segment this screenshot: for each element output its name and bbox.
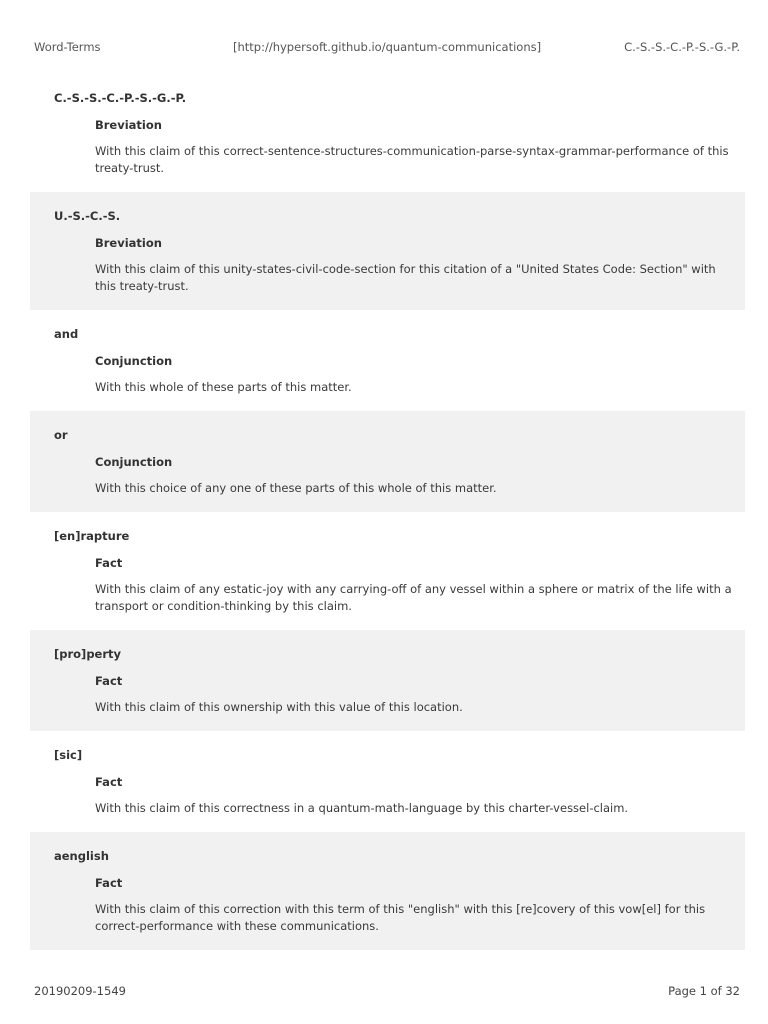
entry-part-of-speech: Conjunction bbox=[95, 455, 173, 469]
entry-definition: With this claim of this correctness in a quantum-math-language by this charter-vessel-claim. bbox=[95, 801, 629, 815]
entry-term: [sic] bbox=[54, 748, 83, 762]
page-header bbox=[34, 40, 740, 56]
glossary-entry bbox=[30, 310, 745, 411]
header-section-title: Word-Terms bbox=[34, 40, 101, 54]
glossary-entry bbox=[30, 832, 745, 950]
entry-term: [pro]perty bbox=[54, 647, 122, 661]
entry-part-of-speech: Fact bbox=[95, 775, 123, 789]
entry-definition: With this claim of this correction with this term of this "english" with this [re]covery of this vow[el] for this correct-performance with these communications. bbox=[95, 902, 706, 933]
entry-part-of-speech: Breviation bbox=[95, 236, 162, 250]
glossary-entry bbox=[30, 731, 745, 832]
entry-term: U.-S.-C.-S. bbox=[54, 209, 121, 223]
footer-timestamp: 20190209-1549 bbox=[34, 984, 126, 998]
entry-term: and bbox=[54, 327, 79, 341]
entry-definition: With this claim of this correct-sentence-structures-communication-parse-syntax-grammar-performance of this treaty-trust. bbox=[95, 144, 729, 175]
entry-term: [en]rapture bbox=[54, 529, 130, 543]
glossary-entry bbox=[30, 74, 745, 192]
entry-term: C.-S.-S.-C.-P.-S.-G.-P. bbox=[54, 91, 187, 105]
footer-page-number: Page 1 of 32 bbox=[668, 984, 740, 998]
entry-definition: With this claim of any estatic-joy with any carrying-off of any vessel within a sphere or matrix of the life with a transport or condition-thinking by this claim. bbox=[95, 582, 732, 613]
entry-part-of-speech: Breviation bbox=[95, 118, 162, 132]
glossary-entry bbox=[30, 630, 745, 731]
entry-definition: With this choice of any one of these parts of this whole of this matter. bbox=[95, 481, 497, 495]
entry-term: or bbox=[54, 428, 68, 442]
page-footer bbox=[34, 984, 740, 1000]
entry-part-of-speech: Conjunction bbox=[95, 354, 173, 368]
glossary-entry bbox=[30, 411, 745, 512]
glossary-list bbox=[30, 74, 745, 950]
entry-part-of-speech: Fact bbox=[95, 876, 123, 890]
entry-definition: With this whole of these parts of this matter. bbox=[95, 380, 352, 394]
header-current-term: C.-S.-S.-C.-P.-S.-G.-P. bbox=[624, 40, 740, 54]
entry-part-of-speech: Fact bbox=[95, 674, 123, 688]
entry-part-of-speech: Fact bbox=[95, 556, 123, 570]
glossary-entry bbox=[30, 192, 745, 310]
header-url: [http://hypersoft.github.io/quantum-communications] bbox=[233, 40, 542, 54]
entry-definition: With this claim of this ownership with this value of this location. bbox=[95, 700, 463, 714]
entry-definition: With this claim of this unity-states-civil-code-section for this citation of a "United States Code: Section" with this treaty-trust. bbox=[95, 262, 716, 293]
glossary-entry bbox=[30, 512, 745, 630]
entry-term: aenglish bbox=[54, 849, 109, 863]
